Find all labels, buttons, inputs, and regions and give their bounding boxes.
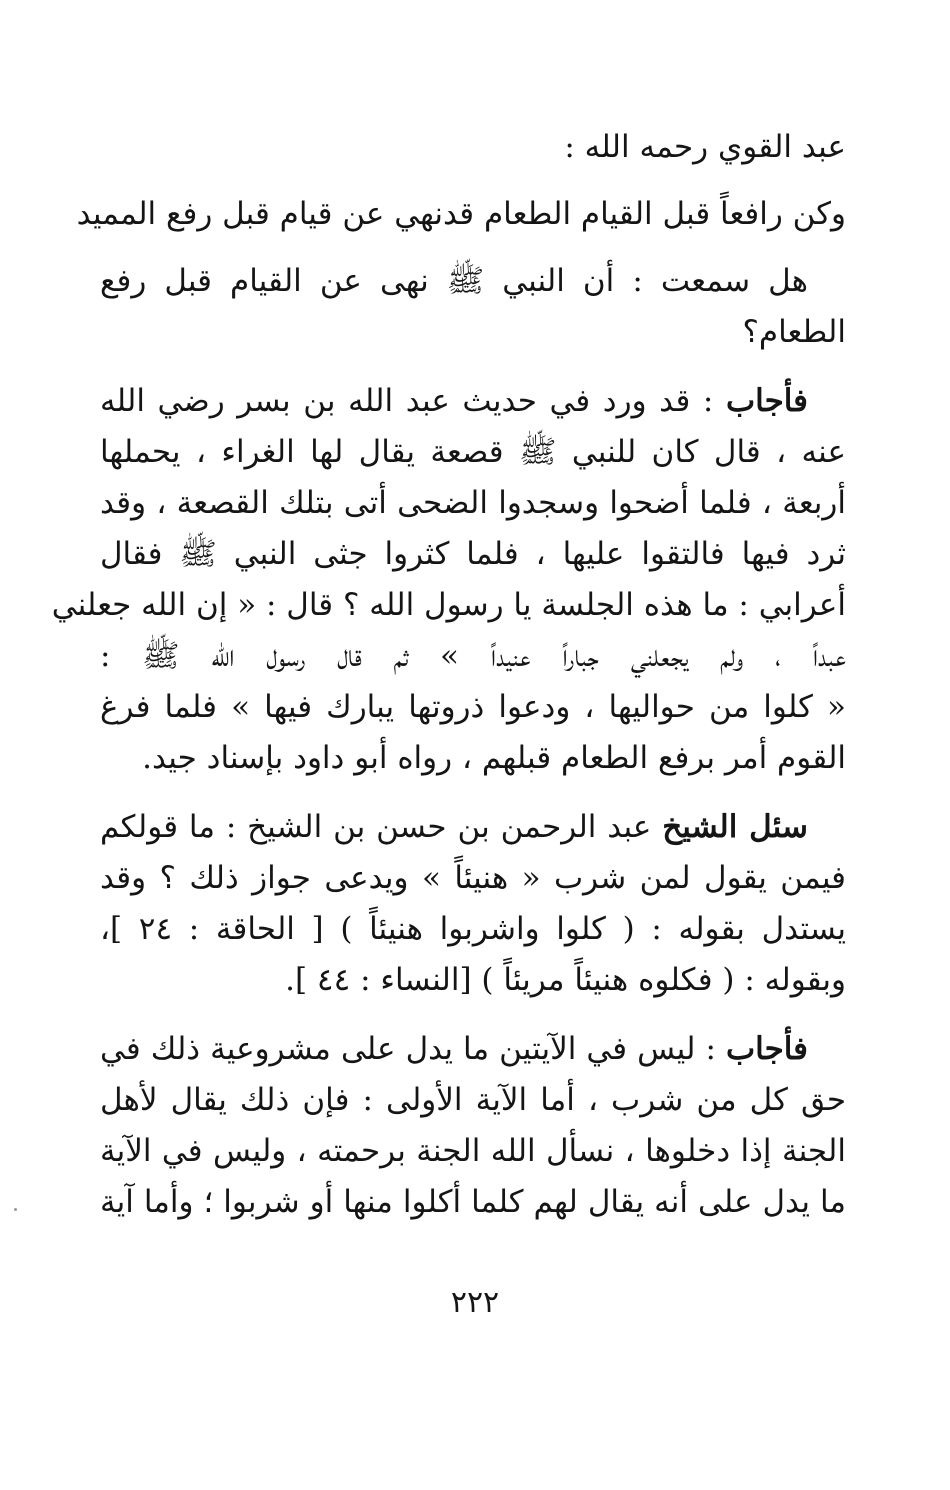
answer1-line: « كلوا من حواليها ، ودعوا ذروتها يبارك فيها » فلما فرغ (100, 689, 846, 725)
poem-verse (76, 189, 846, 240)
question2-line: وبقوله : ( فكلوه هنيئاً مريئاً ) [النساء : ٤٤ ]. (285, 962, 846, 998)
question1-line: الطعام؟ (742, 314, 846, 350)
question2-line (100, 802, 846, 853)
question1-line: هل سمعت : أن النبي ﷺ نهى عن القيام قبل رفع (100, 263, 808, 299)
question2-line: يستدل بقوله : ( كلوا واشربوا هنيئاً ) [ الحاقة : ٢٤ ]، (100, 911, 846, 947)
answer1-line: القوم أمر برفع الطعام قبلهم ، رواه أبو داود بإسناد جيد. (142, 740, 846, 776)
question2-first-line-text: عبد الرحمن بن حسن بن الشيخ : ما قولكم (100, 809, 663, 845)
answer1-line (100, 376, 846, 427)
answer2-lead: فأجاب (725, 1031, 808, 1067)
answer2-line (100, 1024, 846, 1075)
answer1-line: عنه ، قال كان للنبي ﷺ قصعة يقال لها الغراء ، يحملها (100, 434, 846, 470)
answer1-first-line-text: : قد ورد في حديث عبد الله بن بسر رضي الله (100, 383, 726, 419)
answer1-line: أربعة ، فلما أضحوا وسجدوا الضحى أتى بتلك القصعة ، وقد (100, 485, 846, 521)
question2-lead: سئل الشيخ (662, 809, 808, 845)
answer2-line: الجنة إذا دخلوها ، نسأل الله الجنة برحمته ، وليس في الآية (100, 1133, 846, 1169)
answer1-line: أعرابي : ما هذه الجلسة يا رسول الله ؟ قال : « إن الله جعلني (51, 587, 846, 623)
answer2-first-line-text: : ليس في الآيتين ما يدل على مشروعية ذلك في (100, 1031, 726, 1067)
spacer (100, 358, 846, 376)
scan-speck (14, 1208, 17, 1211)
intro-line: عبد القوي رحمه الله : (564, 129, 846, 165)
answer2-line: ما يدل على أنه يقال لهم كلما أكلوا منها أو شربوا ؛ وأما آية (100, 1184, 846, 1220)
verse-first-hemistich: وكن رافعاً قبل القيام الطعام قد (443, 196, 846, 232)
answer1-line: ثرد فيها فالتقوا عليها ، فلما كثروا جثى النبي ﷺ فقال (100, 536, 846, 572)
spacer (100, 1006, 846, 1024)
answer2-line: حق كل من شرب ، أما الآية الأولى : فإن ذلك يقال لأهل (100, 1082, 846, 1118)
page-text (51, 122, 846, 1228)
answer1-lead: فأجاب (725, 383, 808, 419)
spacer (100, 173, 846, 189)
page-number: ٢٢٢ (450, 1285, 500, 1320)
question2-line: فيمن يقول لمن شرب « هنيئاً » ويدعى جواز ذلك ؟ وقد (100, 860, 846, 896)
spacer (100, 784, 846, 802)
spacer (100, 240, 846, 256)
verse-second-hemistich: نهي عن قيام قبل رفع المميد (76, 196, 444, 232)
answer1-line: عبداً ، ولم يجعلني جباراً عنيداً » ثم قال رسول الله ﷺ : (100, 638, 846, 674)
